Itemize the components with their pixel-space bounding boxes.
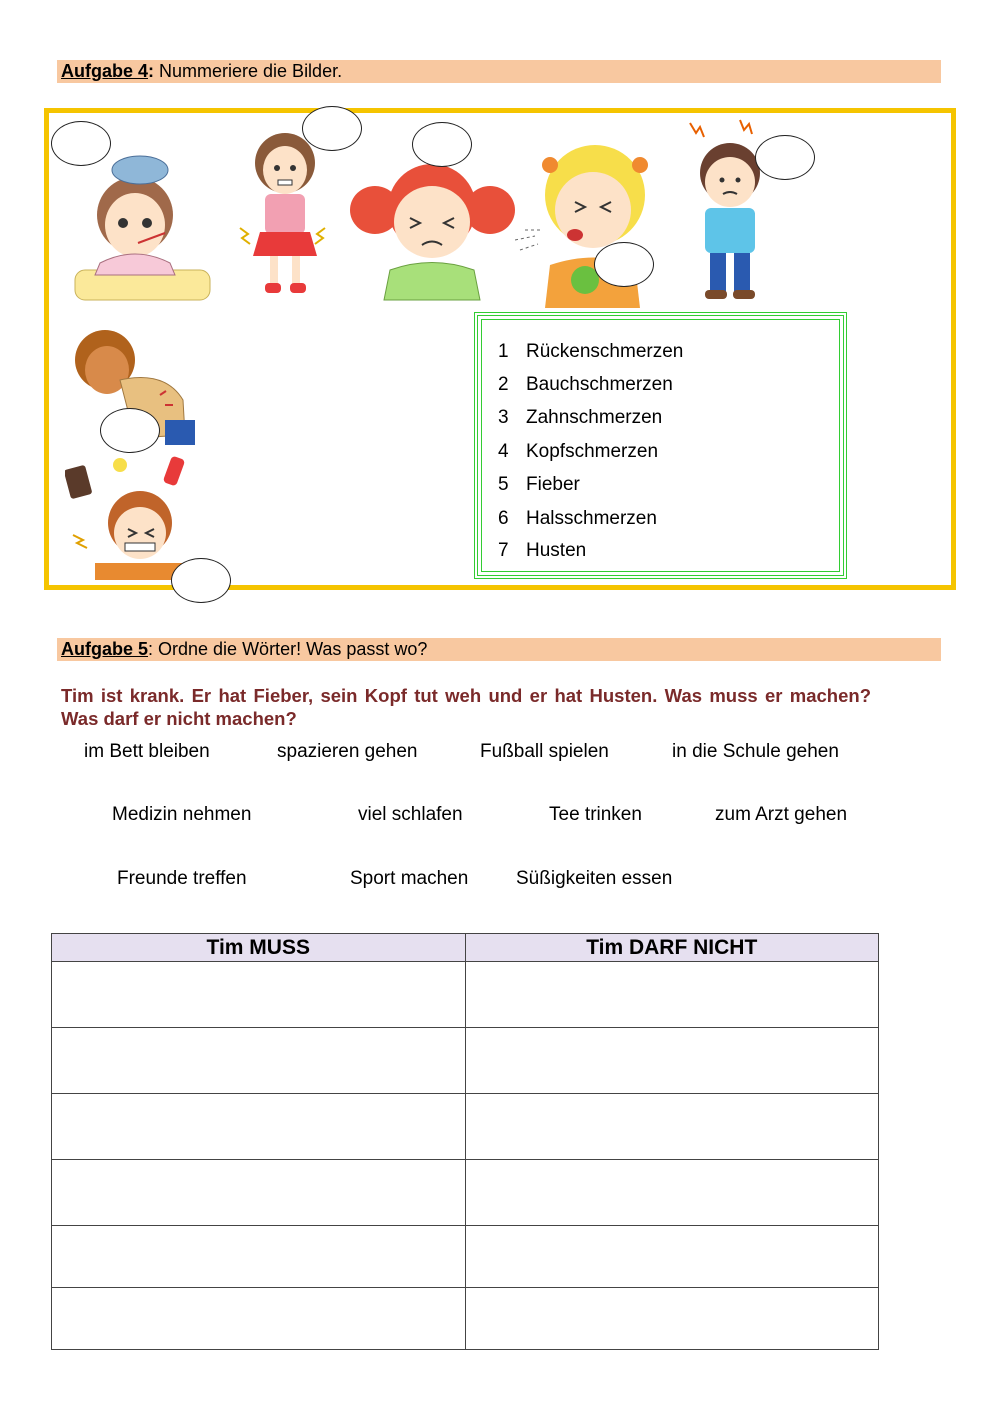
legend-row	[498, 406, 662, 430]
table-row	[52, 1160, 879, 1226]
stomach-ache-girl-illustration	[235, 128, 335, 303]
word-chip[interactable]: Medizin nehmen	[112, 804, 252, 825]
legend-row	[498, 539, 586, 563]
legend-word: Halsschmerzen	[526, 508, 657, 529]
must-cell[interactable]	[52, 1028, 466, 1094]
must-cell[interactable]	[52, 962, 466, 1028]
table-row	[52, 1226, 879, 1288]
table-row	[52, 962, 879, 1028]
story-text: Tim ist krank. Er hat Fieber, sein Kopf tut weh und er hat Husten. Was muss er machen? Was darf er nicht machen?	[61, 685, 871, 729]
number-bubble-headache-boy[interactable]	[755, 135, 815, 180]
number-bubble-red-hair-girl[interactable]	[412, 122, 472, 167]
must-cell[interactable]	[52, 1288, 466, 1350]
legend-row	[498, 473, 580, 497]
number-bubble-fever-girl[interactable]	[51, 121, 111, 166]
legend-number: 3	[498, 407, 509, 428]
must-cell[interactable]	[52, 1094, 466, 1160]
legend-word: Husten	[526, 540, 587, 561]
sore-throat-girl-illustration	[350, 160, 515, 305]
word-chip[interactable]: im Bett bleiben	[84, 741, 210, 762]
number-bubble-toothache-boy[interactable]	[171, 558, 231, 603]
task4-colon: :	[148, 61, 155, 81]
must-not-cell[interactable]	[465, 1226, 879, 1288]
legend-number: 5	[498, 474, 509, 495]
legend-row	[498, 440, 658, 464]
task5-heading	[57, 638, 941, 661]
word-chip[interactable]: spazieren gehen	[277, 741, 418, 762]
word-chip[interactable]: viel schlafen	[358, 804, 463, 825]
task4-instruction: Nummeriere die Bilder.	[154, 61, 343, 81]
must-cell[interactable]	[52, 1160, 466, 1226]
legend-box	[474, 312, 847, 579]
legend-word: Zahnschmerzen	[526, 407, 663, 428]
legend-word: Bauchschmerzen	[526, 374, 673, 395]
legend-word: Rückenschmerzen	[526, 341, 684, 362]
legend-row	[498, 507, 657, 531]
column-header-must: Tim MUSS	[52, 934, 466, 962]
word-chip[interactable]: Fußball spielen	[480, 741, 609, 762]
task5-label: Aufgabe 5	[61, 639, 149, 659]
coughing-girl-illustration	[515, 140, 660, 310]
must-not-cell[interactable]	[465, 1094, 879, 1160]
legend-number: 2	[498, 374, 509, 395]
table-row	[52, 1094, 879, 1160]
fever-girl-illustration	[70, 145, 220, 305]
legend-number: 1	[498, 341, 509, 362]
legend-number: 4	[498, 441, 509, 462]
number-bubble-coughing-girl[interactable]	[594, 242, 654, 287]
word-chip[interactable]: Tee trinken	[549, 804, 642, 825]
must-not-cell[interactable]	[465, 962, 879, 1028]
legend-number: 6	[498, 508, 509, 529]
must-cell[interactable]	[52, 1226, 466, 1288]
task5-instruction: : Ordne die Wörter! Was passt wo?	[148, 639, 428, 659]
must-not-cell[interactable]	[465, 1028, 879, 1094]
legend-word: Fieber	[526, 474, 580, 495]
must-not-cell[interactable]	[465, 1288, 879, 1350]
toothache-boy-illustration	[65, 455, 195, 580]
task4-label: Aufgabe 4	[61, 61, 149, 81]
number-bubble-back-pain[interactable]	[100, 408, 160, 453]
table-row	[52, 1288, 879, 1350]
must-not-cell[interactable]	[465, 1160, 879, 1226]
column-header-must-not: Tim DARF NICHT	[465, 934, 879, 962]
word-chip[interactable]: Sport machen	[350, 868, 469, 889]
legend-row	[498, 373, 673, 397]
word-chip[interactable]: Freunde treffen	[117, 868, 247, 889]
legend-row	[498, 340, 683, 364]
word-chip[interactable]: zum Arzt gehen	[715, 804, 848, 825]
task4-heading	[57, 60, 941, 83]
table-row	[52, 1028, 879, 1094]
word-chip[interactable]: Süßigkeiten essen	[516, 868, 673, 889]
sorting-table	[51, 933, 879, 1350]
legend-word: Kopfschmerzen	[526, 441, 659, 462]
number-bubble-stomach-girl[interactable]	[302, 106, 362, 151]
word-chip[interactable]: in die Schule gehen	[672, 741, 839, 762]
legend-number: 7	[498, 540, 509, 561]
